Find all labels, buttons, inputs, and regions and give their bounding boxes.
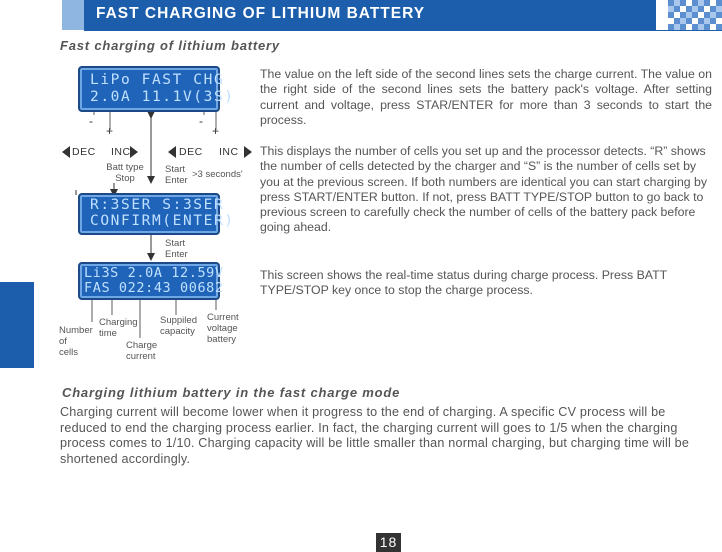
dec-label: DEC	[72, 146, 96, 158]
label-line: Current	[207, 312, 239, 323]
start-enter-label-2	[165, 238, 188, 260]
lcd-display-status	[78, 262, 224, 300]
lcd-line-2: 2.0A 11.1V(3S)	[90, 89, 235, 105]
charge-current-label	[126, 340, 157, 362]
current-voltage-battery-label	[207, 312, 239, 345]
inc-label-2: INC	[219, 146, 239, 158]
dec-label-2: DEC	[179, 146, 203, 158]
section-heading-fast-charge-mode: Charging lithium battery in the fast charge mode	[62, 385, 401, 400]
lcd-line-2: FAS 022:43 00682	[84, 280, 224, 296]
header-rule	[84, 30, 722, 31]
header-accent-block	[62, 0, 84, 30]
plus-label: +	[106, 124, 114, 138]
start-enter-label-1	[165, 164, 188, 186]
batt-type-stop-label	[100, 162, 150, 184]
label-line: Enter	[165, 175, 188, 186]
lcd-line-1: R:3SER S:3SER	[90, 197, 225, 213]
label-line: Start	[165, 238, 186, 249]
section-heading-fast-charging: Fast charging of lithium battery	[60, 38, 280, 53]
three-seconds-label: >3 seconds'	[192, 169, 243, 180]
lcd-line-1: LiPo FAST CHG	[90, 72, 225, 88]
supplied-capacity-label	[160, 315, 197, 337]
label-line: Number	[59, 325, 93, 336]
label-line: Charging	[99, 317, 138, 328]
minus-label: -	[89, 114, 93, 128]
charging-time-label	[99, 317, 138, 339]
paragraph-fast-charge-mode: Charging current will become lower when it progress to the end of charging. A specific CV process will be reduced to end the charging process earlier. In fact, the charging current will goes to 1/5 when the charging process comes to 1/10. Charging capacity will be little smaller than normal charging, but charging time will be shortened accordingly.	[60, 405, 690, 466]
side-tab	[0, 282, 34, 368]
label-line: Charge	[126, 340, 158, 351]
label-line: Batt type	[106, 162, 144, 173]
lcd-line-1: Li3S 2.0A 12.59V	[84, 265, 224, 281]
inc-label: INC	[111, 146, 131, 158]
label-line: cells	[59, 347, 79, 358]
checker-pattern	[668, 0, 722, 30]
paragraph-status: This screen shows the real-time status during charge process. Press BATT TYPE/STOP key once to stop the charge process.	[260, 268, 667, 298]
lcd-display-setup	[78, 66, 235, 112]
label-line: voltage	[207, 323, 238, 334]
label-line: battery	[207, 334, 237, 345]
label-line: of	[59, 336, 67, 347]
page-title: FAST CHARGING OF LITHIUM BATTERY	[96, 5, 426, 22]
label-line: current	[126, 351, 156, 362]
lcd-display-confirm	[78, 193, 235, 235]
label-line: Start	[165, 164, 186, 175]
label-line: capacity	[160, 326, 195, 337]
label-line: time	[99, 328, 117, 339]
lcd-line-2: CONFIRM(ENTER)	[90, 213, 235, 229]
number-of-cells-label	[59, 325, 93, 358]
plus-label-2: +	[212, 124, 220, 138]
page-number: 18	[376, 533, 401, 552]
paragraph-confirm: This displays the number of cells you set up and the processor detects. “R” shows the number of cells detected by the charger and “S” is the number of cells set by you at the previous screen. If both numbers are identical you can start charging by press START/ENTER button. If not, press BATT TYPE/STOP button to go back to previous screen to carefully check the number of cells of the battery pack before going ahead.	[260, 144, 708, 235]
label-line: Suppiled	[160, 315, 197, 326]
label-line: Stop	[115, 173, 135, 184]
label-line: Enter	[165, 249, 188, 260]
minus-label-2: -	[199, 114, 203, 128]
paragraph-setup: The value on the left side of the second lines sets the charge current. The value on the right side of the second lines sets the battery pack's voltage. After setting current and voltage, press STAR/ENTER for more than 3 seconds to start the process.	[260, 67, 712, 127]
